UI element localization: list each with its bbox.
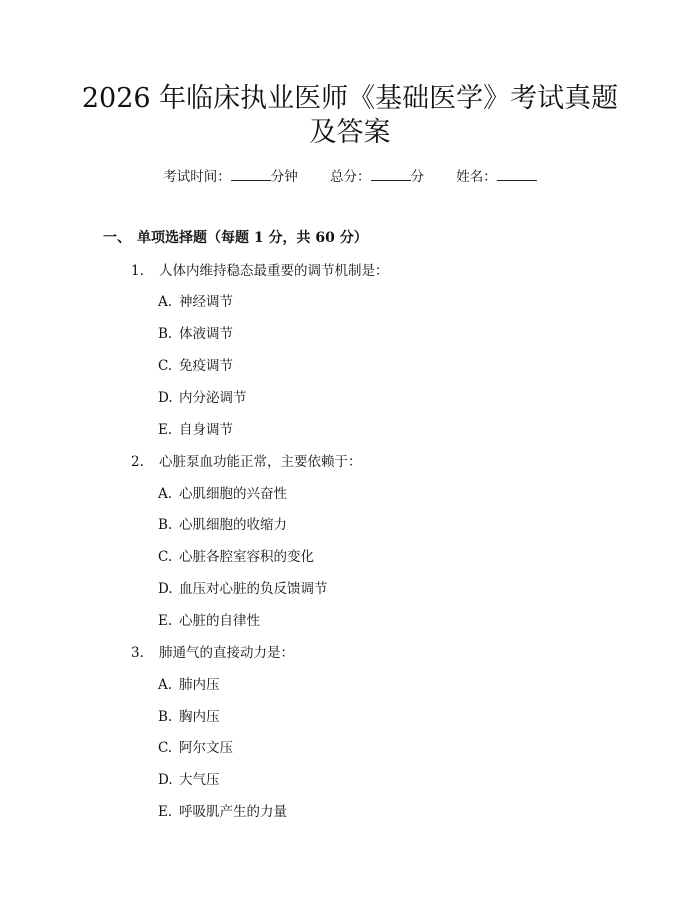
question-1-option-a — [158, 292, 233, 312]
question-2-option-d — [158, 579, 328, 599]
question-number: 1. — [131, 263, 144, 279]
question-1-option-c — [158, 356, 233, 376]
option-letter: A. — [158, 486, 173, 502]
option-letter: A. — [158, 294, 173, 310]
option-text: 肺内压 — [179, 677, 220, 693]
question-2-option-b — [158, 515, 287, 535]
question-3-option-c — [158, 738, 233, 758]
option-text: 阿尔文压 — [179, 740, 233, 756]
total-score-label: 总分： — [330, 169, 371, 185]
exam-time-field — [163, 167, 298, 187]
exam-time-label: 考试时间： — [163, 169, 231, 185]
question-number: 3. — [131, 645, 144, 661]
option-text: 心脏各腔室容积的变化 — [179, 549, 314, 565]
question-1-option-d — [158, 388, 247, 408]
option-text: 大气压 — [179, 772, 220, 788]
total-score-field — [330, 167, 424, 187]
question-number: 2. — [131, 454, 144, 470]
option-letter: B. — [158, 709, 173, 725]
option-text: 血压对心脏的负反馈调节 — [179, 581, 328, 597]
total-score-unit: 分 — [410, 169, 424, 185]
option-letter: E. — [158, 613, 173, 629]
question-1 — [131, 261, 389, 281]
option-letter: B. — [158, 326, 173, 342]
name-blank — [497, 167, 537, 181]
option-letter: C. — [158, 740, 173, 756]
option-text: 心脏的自律性 — [179, 613, 260, 629]
section-heading — [103, 228, 368, 248]
option-text: 心肌细胞的收缩力 — [179, 517, 287, 533]
question-text: 心脏泵血功能正常，主要依赖于： — [159, 454, 362, 470]
section-number: 一、 — [103, 230, 131, 246]
option-letter: C. — [158, 549, 173, 565]
option-text: 胸内压 — [179, 709, 220, 725]
option-text: 神经调节 — [179, 294, 233, 310]
question-1-option-e — [158, 420, 233, 440]
question-1-option-b — [158, 324, 233, 344]
option-text: 心肌细胞的兴奋性 — [179, 486, 287, 502]
option-text: 体液调节 — [179, 326, 233, 342]
question-2-option-e — [158, 611, 260, 631]
exam-info-row — [0, 167, 700, 187]
question-3-option-e — [158, 802, 287, 822]
question-3-option-b — [158, 707, 220, 727]
question-3 — [131, 643, 294, 663]
exam-time-unit: 分钟 — [270, 169, 298, 185]
name-label: 姓名： — [456, 169, 497, 185]
exam-time-blank — [231, 167, 271, 181]
option-text: 免疫调节 — [179, 358, 233, 374]
total-score-blank — [371, 167, 411, 181]
option-letter: C. — [158, 358, 173, 374]
option-letter: E. — [158, 422, 173, 438]
question-2 — [131, 452, 362, 472]
option-text: 呼吸肌产生的力量 — [179, 804, 287, 820]
option-letter: B. — [158, 517, 173, 533]
option-text: 内分泌调节 — [179, 390, 247, 406]
option-text: 自身调节 — [179, 422, 233, 438]
section-title: 单项选择题（每题 1 分，共 60 分） — [137, 230, 368, 246]
document-title-line-2: 及答案 — [309, 117, 391, 148]
option-letter: A. — [158, 677, 173, 693]
question-text: 肺通气的直接动力是： — [159, 645, 294, 661]
option-letter: D. — [158, 390, 173, 406]
name-field — [456, 167, 537, 187]
question-2-option-a — [158, 484, 287, 504]
option-letter: D. — [158, 772, 173, 788]
document-title-line-1: 2026 年临床执业医师《基础医学》考试真题 — [81, 83, 619, 114]
question-3-option-d — [158, 770, 220, 790]
question-2-option-c — [158, 547, 314, 567]
option-letter: E. — [158, 804, 173, 820]
question-3-option-a — [158, 675, 220, 695]
question-text: 人体内维持稳态最重要的调节机制是： — [159, 263, 389, 279]
option-letter: D. — [158, 581, 173, 597]
